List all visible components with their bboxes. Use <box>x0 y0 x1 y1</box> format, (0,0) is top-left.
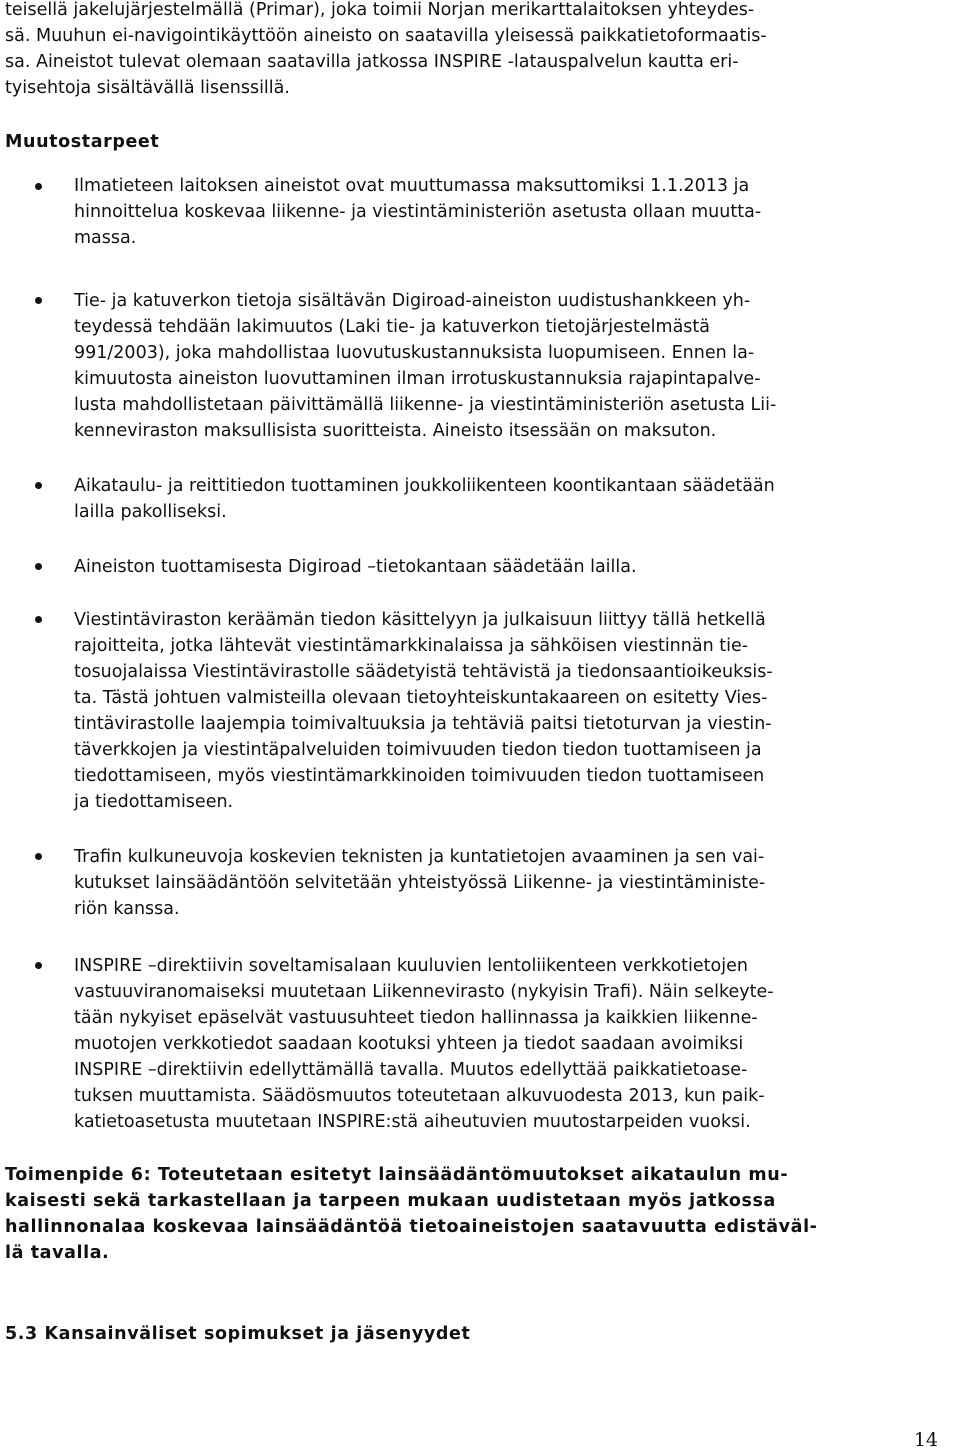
section-heading: Muutostarpeet <box>5 132 160 152</box>
bullet-line: muotojen verkkotiedot saadaan kootuksi yhteen ja tiedot saadaan avoimiksi <box>74 1034 744 1054</box>
action-line: hallinnonalaa koskevaa lainsäädäntöä tietoaineistojen saatavuutta edistäväl- <box>5 1217 818 1237</box>
bullet-line: INSPIRE –direktiivin edellyttämällä tavalla. Muutos edellyttää paikkatietoase- <box>74 1060 748 1080</box>
bullet-line: tuksen muuttamista. Säädösmuutos toteutetaan alkuvuodesta 2013, kun paik- <box>74 1086 765 1106</box>
bullet-line: 991/2003), joka mahdollistaa luovutuskustannuksista luopumiseen. Ennen la- <box>74 343 755 363</box>
bullet-line: Ilmatieteen laitoksen aineistot ovat muuttumassa maksuttomiksi 1.1.2013 ja <box>74 176 750 196</box>
intro-line: tyisehtoja sisältävällä lisenssillä. <box>5 78 290 98</box>
bullet-line: kimuutosta aineiston luovuttaminen ilman irrotuskustannuksia rajapintapalve- <box>74 369 761 389</box>
bullet-line: lusta mahdollistetaan päivittämällä liikenne- ja viestintäministeriön asetusta Lii- <box>74 395 777 415</box>
bullet-line: Viestintäviraston keräämän tiedon käsittelyyn ja julkaisuun liittyy tällä hetkellä <box>74 610 766 630</box>
bullet-line: tään nykyiset epäselvät vastuusuhteet tiedon hallinnassa ja kaikkien liikenne- <box>74 1008 758 1028</box>
bullet-line: riön kanssa. <box>74 899 180 919</box>
intro-line: sä. Muuhun ei-navigointikäyttöön aineisto on saatavilla yleisessä paikkatietoformaatis- <box>5 26 767 46</box>
bullet-line: teydessä tehdään lakimuutos (Laki tie- ja katuverkon tietojärjestelmästä <box>74 317 710 337</box>
subsection-heading: 5.3 Kansainväliset sopimukset ja jäsenyydet <box>5 1324 471 1344</box>
bullet-dot <box>35 482 42 489</box>
bullet-line: hinnoittelua koskevaa liikenne- ja viestintäministeriön asetusta ollaan muutta- <box>74 202 762 222</box>
bullet-dot <box>35 297 42 304</box>
action-line: kaisesti sekä tarkastellaan ja tarpeen mukaan uudistetaan myös jatkossa <box>5 1191 776 1211</box>
page-number: 14 <box>913 1429 938 1451</box>
bullet-line: massa. <box>74 228 137 248</box>
bullet-line: tiedottamiseen, myös viestintämarkkinoiden toimivuuden tiedon tuottamiseen <box>74 766 765 786</box>
action-line: lä tavalla. <box>5 1243 110 1263</box>
bullet-dot <box>35 853 42 860</box>
action-line: Toimenpide 6: Toteutetaan esitetyt lainsäädäntömuutokset aikataulun mu- <box>5 1165 789 1185</box>
bullet-dot <box>35 962 42 969</box>
bullet-line: katietoasetusta muutetaan INSPIRE:stä aiheutuvien muutostarpeiden vuoksi. <box>74 1112 751 1132</box>
intro-line: sa. Aineistot tulevat olemaan saatavilla jatkossa INSPIRE -latauspalvelun kautta eri- <box>5 52 739 72</box>
bullet-line: Trafin kulkuneuvoja koskevien teknisten ja kuntatietojen avaaminen ja sen vai- <box>74 847 765 867</box>
bullet-dot <box>35 183 42 190</box>
bullet-line: ta. Tästä johtuen valmisteilla olevaan tietoyhteiskuntakaareen on esitetty Vies- <box>74 688 768 708</box>
bullet-line: INSPIRE –direktiivin soveltamisalaan kuuluvien lentoliikenteen verkkotietojen <box>74 956 748 976</box>
bullet-line: rajoitteita, jotka lähtevät viestintämarkkinalaissa ja sähköisen viestinnän tie- <box>74 636 749 656</box>
bullet-line: täverkkojen ja viestintäpalveluiden toimivuuden tiedon tiedon tuottamiseen ja <box>74 740 762 760</box>
intro-line: teisellä jakelujärjestelmällä (Primar), joka toimii Norjan merikarttalaitoksen yhteydes- <box>5 0 755 20</box>
bullet-line: tintävirastolle laajempia toimivaltuuksia ja tehtäviä paitsi tietoturvan ja viestin- <box>74 714 772 734</box>
bullet-line: kenneviraston maksullisista suoritteista. Aineisto itsessään on maksuton. <box>74 421 717 441</box>
bullet-dot <box>35 616 42 623</box>
bullet-line: lailla pakolliseksi. <box>74 502 227 522</box>
bullet-line: Aineiston tuottamisesta Digiroad –tietokantaan säädetään lailla. <box>74 557 637 577</box>
bullet-line: ja tiedottamiseen. <box>74 792 234 812</box>
bullet-line: vastuuviranomaiseksi muutetaan Liikennevirasto (nykyisin Trafi). Näin selkeyte- <box>74 982 774 1002</box>
bullet-line: kutukset lainsäädäntöön selvitetään yhteistyössä Liikenne- ja viestintäministe- <box>74 873 766 893</box>
bullet-line: Tie- ja katuverkon tietoja sisältävän Digiroad-aineiston uudistushankkeen yh- <box>74 291 751 311</box>
bullet-dot <box>35 563 42 570</box>
bullet-line: Aikataulu- ja reittitiedon tuottaminen joukkoliikenteen koontikantaan säädetään <box>74 476 775 496</box>
bullet-line: tosuojalaissa Viestintävirastolle säädetyistä tehtävistä ja tiedonsaantioikeuksis- <box>74 662 773 682</box>
